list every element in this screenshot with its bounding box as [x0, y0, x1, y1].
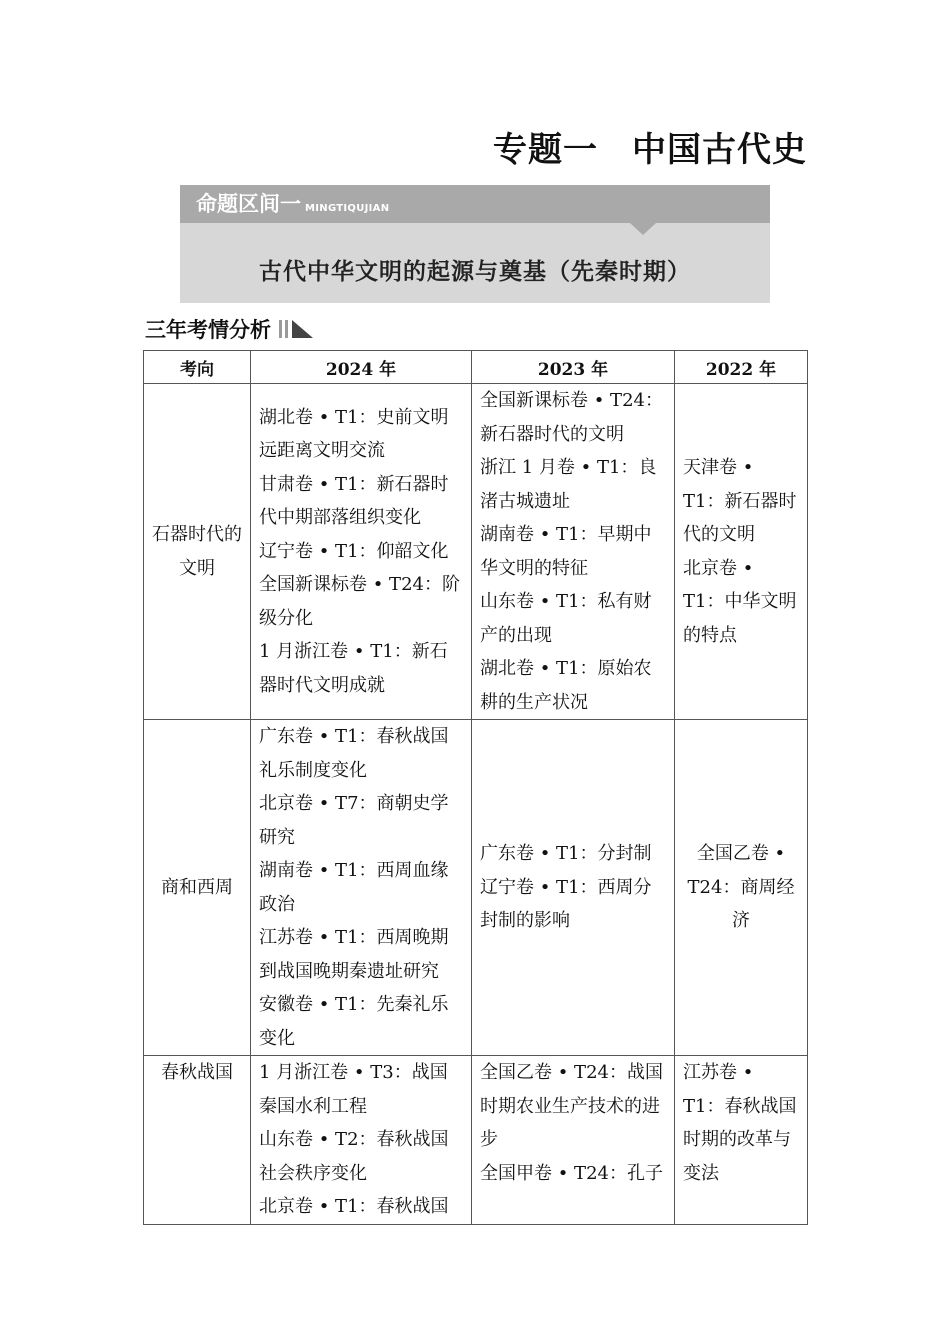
exam-entry: 北京卷 • T7：商朝史学研究: [259, 793, 449, 848]
exam-entry: 广东卷 • T1：春秋战国礼乐制度变化: [259, 726, 449, 781]
cell-2024-text: [259, 401, 463, 703]
exam-entry: 天津卷 • T1：新石器时代的文明: [683, 457, 797, 545]
exam-entry: 全国乙卷 • T24：商周经济: [687, 843, 795, 932]
cell-2024: [251, 1056, 472, 1225]
exam-entry: 湖北卷 • T1：史前文明远距离文明交流: [259, 406, 449, 462]
section-marker-icon: [279, 317, 317, 341]
banner-label-text: 命题区间一: [196, 192, 301, 216]
banner-notch: [630, 223, 656, 235]
exam-entry: 安徽卷 • T1：先秦礼乐变化: [259, 994, 449, 1049]
cell-2024-text: [259, 1056, 463, 1224]
cell-2022-text: [683, 451, 799, 652]
cell-2023-text: [480, 384, 666, 719]
exam-entry: 湖南卷 • T1：西周血缘政治: [259, 860, 449, 915]
table-row: [144, 1056, 808, 1225]
cell-2022: [675, 384, 808, 720]
exam-entry: 广东卷 • T1：分封制: [480, 843, 652, 865]
header-2024: 2024 年: [251, 351, 472, 384]
title-part2: 中国古代史: [632, 130, 807, 170]
table-row: [144, 720, 808, 1056]
cell-2023-text: [480, 1056, 666, 1190]
cell-2023: [472, 384, 675, 720]
banner-pinyin: MINGTIQUJIAN: [305, 203, 390, 214]
banner-subtitle: 古代中华文明的起源与奠基（先秦时期）: [259, 259, 691, 285]
category-cell: 商和西周: [144, 720, 251, 1056]
title-part1: 专题一: [493, 130, 598, 170]
exam-entry: 1 月浙江卷 • T1：新石器时代文明成就: [259, 641, 448, 696]
topic-banner: [180, 185, 770, 303]
cell-2024: [251, 720, 472, 1056]
exam-entry: 浙江 1 月卷 • T1：良渚古城遗址: [480, 457, 657, 512]
exam-entry: 湖南卷 • T1：早期中华文明的特征: [480, 524, 652, 579]
header-2023: 2023 年: [472, 351, 675, 384]
exam-entry: 甘肃卷 • T1：新石器时代中期部落组织变化: [259, 473, 449, 529]
exam-entry: 山东卷 • T2：春秋战国社会秩序变化: [259, 1129, 449, 1184]
cell-2023: [472, 1056, 675, 1225]
cell-2022: [675, 720, 808, 1056]
exam-entry: 北京卷 • T1：中华文明的特点: [683, 557, 797, 646]
exam-entry: 北京卷 • T1：春秋战国: [259, 1196, 449, 1217]
cell-2024-text: [259, 720, 463, 1055]
exam-entry: 江苏卷 • T1：春秋战国时期的改革与变法: [683, 1062, 797, 1184]
exam-entry: 江苏卷 • T1：西周晚期到战国晚期秦遗址研究: [259, 927, 449, 982]
header-2022: 2022 年: [675, 351, 808, 384]
category-cell: 春秋战国: [144, 1056, 251, 1225]
cell-2023: [472, 720, 675, 1056]
cell-2024: [251, 384, 472, 720]
cell-2022-text: [683, 837, 799, 938]
exam-entry: 山东卷 • T1：私有财产的出现: [480, 591, 652, 646]
exam-entry: 全国新课标卷 • T24：新石器时代的文明: [480, 390, 663, 445]
exam-entry: 湖北卷 • T1：原始农耕的生产状况: [480, 658, 652, 713]
exam-entry: 辽宁卷 • T1：西周分封制的影响: [480, 876, 652, 932]
section-heading: [145, 314, 317, 344]
exam-entry: 1 月浙江卷 • T3：战国秦国水利工程: [259, 1062, 448, 1117]
exam-entry: 全国新课标卷 • T24：阶级分化: [259, 574, 460, 629]
cell-2022-text: [683, 1056, 799, 1190]
exam-entry: 全国乙卷 • T24：战国时期农业生产技术的进步: [480, 1062, 663, 1150]
header-direction: 考向: [144, 351, 251, 384]
exam-entry: 全国甲卷 • T24：孔子: [480, 1162, 663, 1184]
banner-label: [196, 190, 389, 223]
exam-analysis-table: [143, 350, 808, 1225]
table-header-row: [144, 351, 808, 384]
page-title: [493, 122, 807, 171]
cell-2023-text: [480, 837, 666, 938]
table-row: [144, 384, 808, 720]
category-cell: 石器时代的文明: [144, 384, 251, 720]
exam-entry: 辽宁卷 • T1：仰韶文化: [259, 540, 449, 562]
section-heading-text: 三年考情分析: [145, 318, 271, 342]
cell-2022: [675, 1056, 808, 1225]
